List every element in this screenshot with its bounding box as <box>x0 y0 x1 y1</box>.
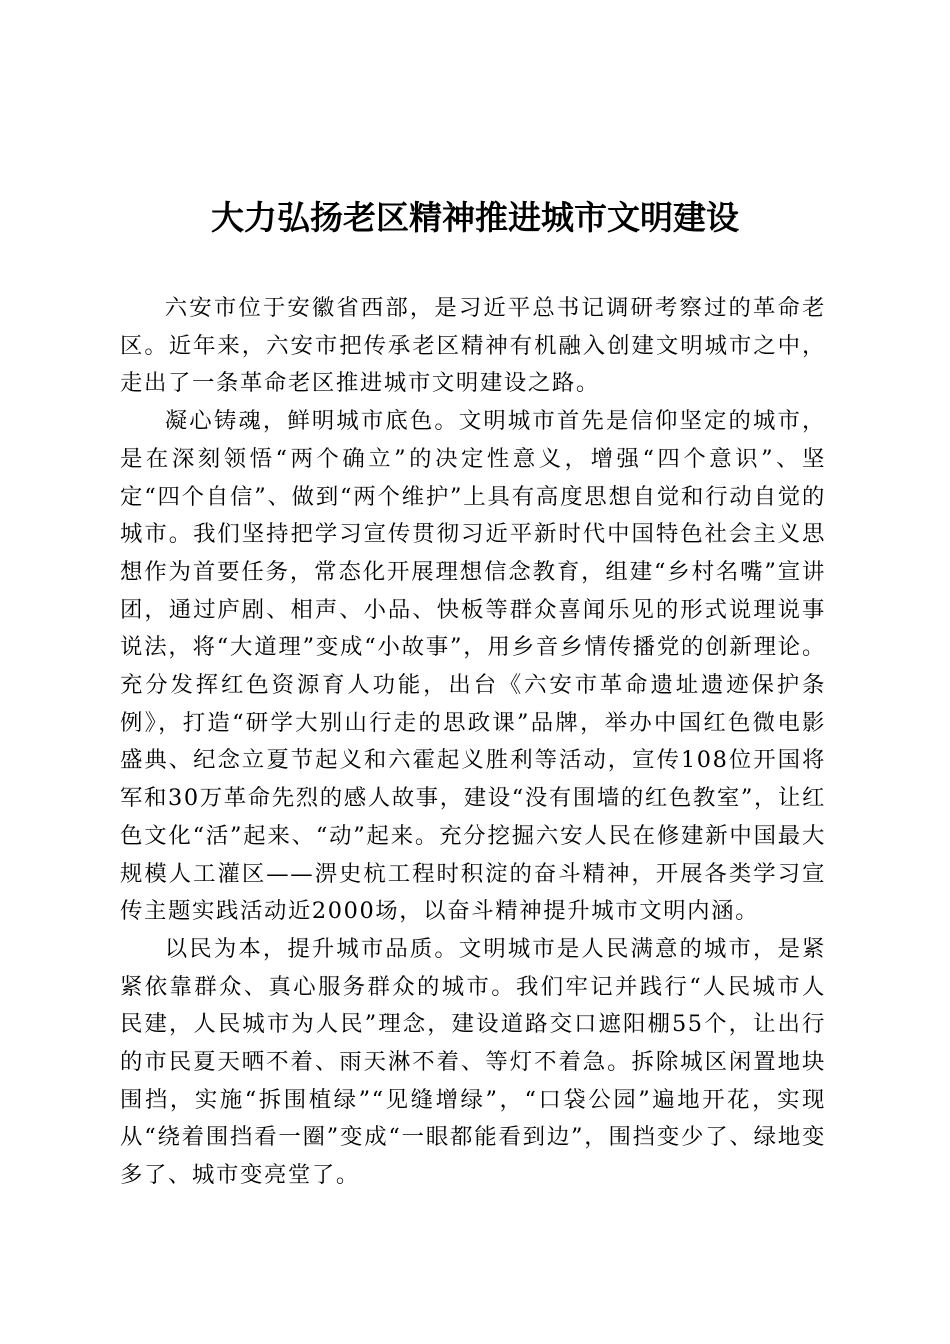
paragraph-intro: 六安市位于安徽省西部，是习近平总书记调研考察过的革命老区。近年来，六安市把传承老区精神有机融入创建文明城市之中，走出了一条革命老区推进城市文明建设之路。 <box>120 295 826 397</box>
paragraph-faith: 凝心铸魂，鲜明城市底色。文明城市首先是信仰坚定的城市，是在深刻领悟“两个确立”的决定性意义，增强“四个意识”、坚定“四个自信”、做到“两个维护”上具有高度思想自觉和行动自觉的城市。我们坚持把学习宣传贯彻习近平新时代中国特色社会主义思想作为首要任务，常态化开展理想信念教育，组建“乡村名嘴”宣讲团，通过庐剧、相声、小品、快板等群众喜闻乐见的形式说理说事说法，将“大道理”变成“小故事”，用乡音乡情传播党的创新理论。充分发挥红色资源育人功能，出台《六安市革命遗址遗迹保护条例》，打造“研学大别山行走的思政课”品牌，举办中国红色微电影盛典、纪念立夏节起义和六霍起义胜利等活动，宣传108位开国将军和30万革命先烈的感人故事，建设“没有围墙的红色教室”，让红色文化“活”起来、“动”起来。充分挖掘六安人民在修建新中国最大规模人工灌区——淠史杭工程时积淀的奋斗精神，开展各类学习宣传主题实践活动近2000场，以奋斗精神提升城市文明内涵。 <box>120 408 826 925</box>
document-body <box>120 290 826 1195</box>
paragraph-people: 以民为本，提升城市品质。文明城市是人民满意的城市，是紧紧依靠群众、真心服务群众的城市。我们牢记并践行“人民城市人民建，人民城市为人民”理念，建设道路交口遮阳棚55个，让出行的市民夏天晒不着、雨天淋不着、等灯不着急。拆除城区闲置地块围挡，实施“拆围植绿”“见缝增绿”，“口袋公园”遍地开花，实现从“绕着围挡看一圈”变成“一眼都能看到边”，围挡变少了、绿地变多了、城市变亮堂了。 <box>120 935 826 1189</box>
document-title: 大力弘扬老区精神推进城市文明建设 <box>211 198 739 237</box>
